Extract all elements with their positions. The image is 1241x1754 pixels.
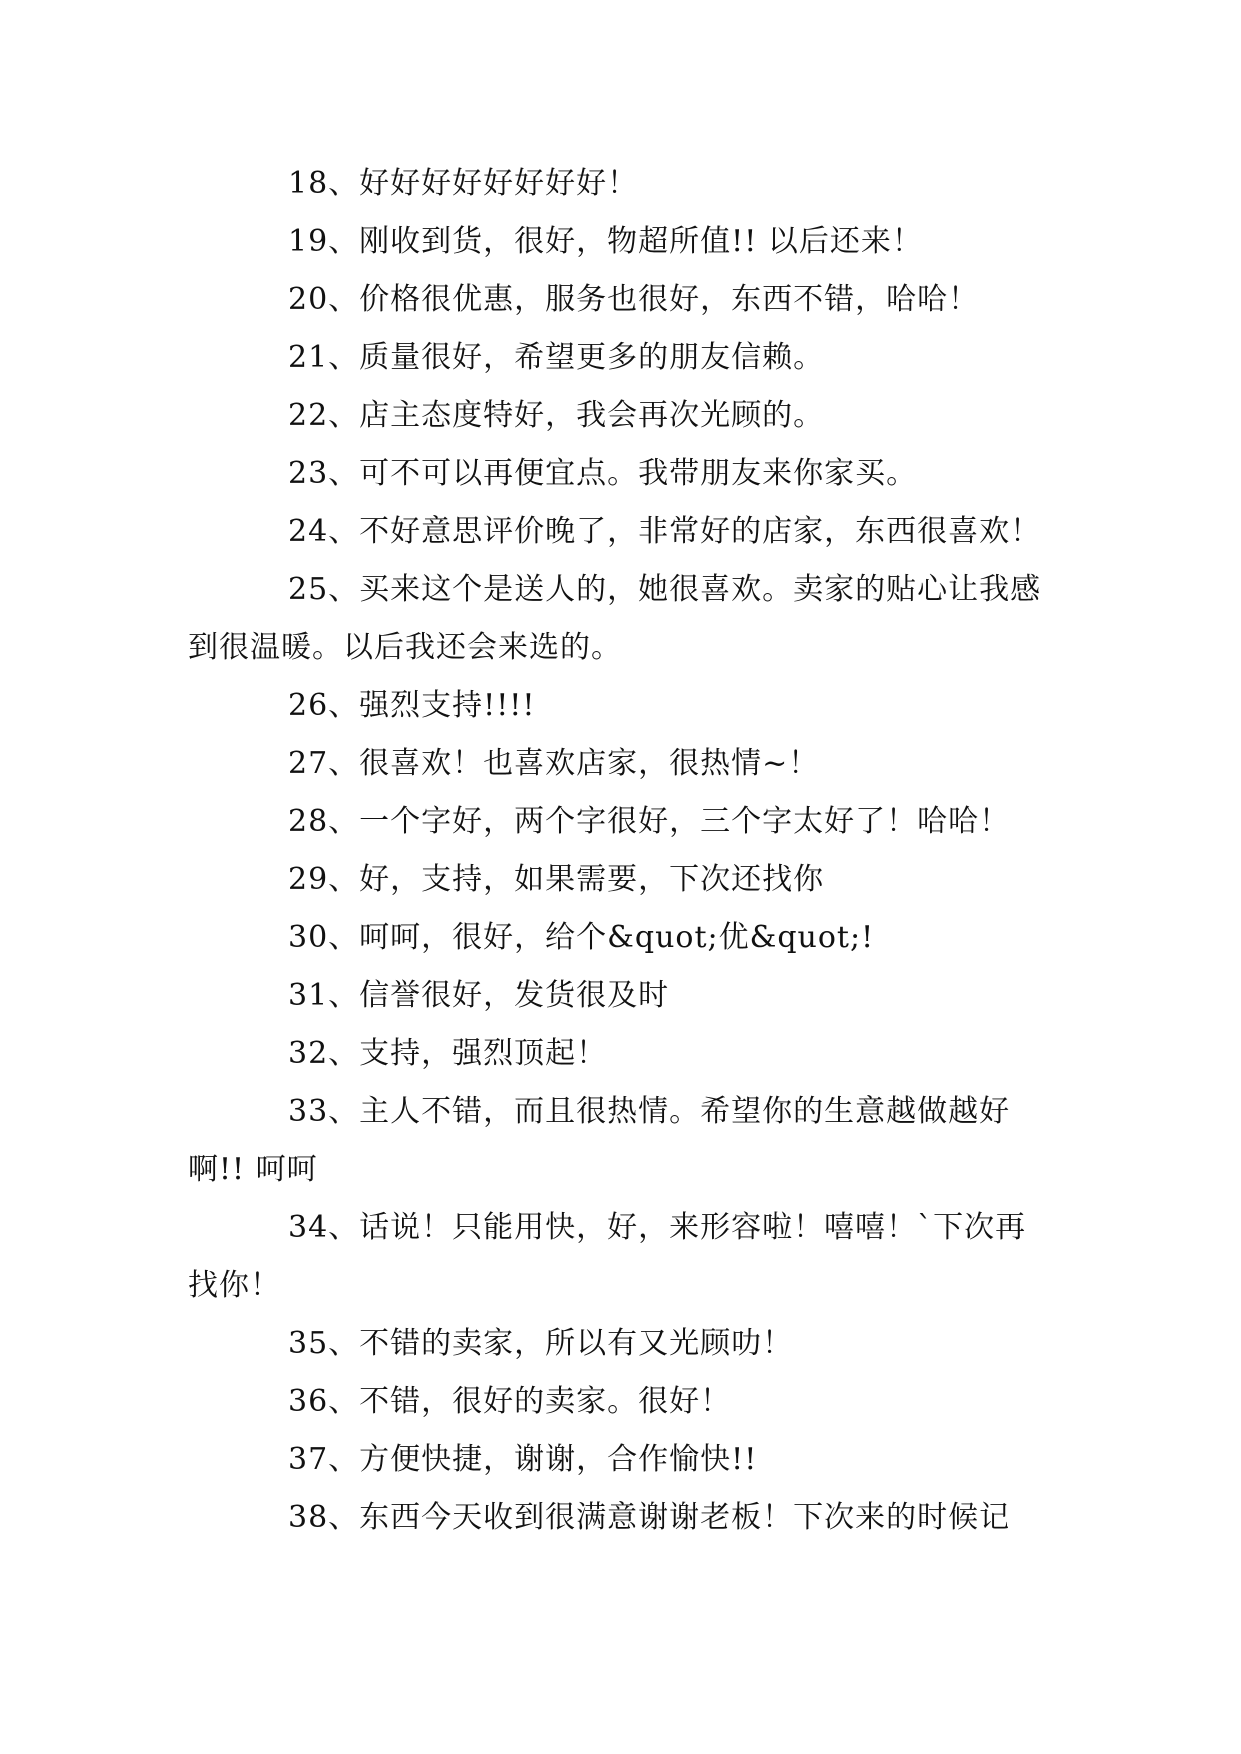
list-item: 37、方便快捷，谢谢，合作愉快!! <box>288 1442 758 1477</box>
list-item: 38、东西今天收到很满意谢谢老板！下次来的时候记 <box>288 1500 1011 1535</box>
list-item: 23、可不可以再便宜点。我带朋友来你家买。 <box>288 456 918 491</box>
list-item: 35、不错的卖家，所以有又光顾叻！ <box>288 1326 794 1361</box>
document-body <box>188 155 1048 1547</box>
list-item: 21、质量很好，希望更多的朋友信赖。 <box>288 340 825 375</box>
list-item: 30、呵呵，很好，给个&quot;优&quot;! <box>288 920 875 955</box>
list-item: 20、价格很优惠，服务也很好，东西不错，哈哈！ <box>288 282 980 317</box>
list-item: 27、很喜欢！也喜欢店家，很热情~！ <box>288 746 820 781</box>
list-item: 26、强烈支持!!!! <box>288 688 536 723</box>
list-item: 32、支持，强烈顶起！ <box>288 1036 608 1071</box>
list-item: 25、买来这个是送人的，她很喜欢。卖家的贴心让我感到很温暖。以后我还会来选的。 <box>188 572 1042 665</box>
list-item: 34、话说！只能用快，好，来形容啦！嘻嘻！`下次再找你！ <box>188 1210 1027 1303</box>
list-item: 24、不好意思评价晚了，非常好的店家，东西很喜欢！ <box>288 514 1042 549</box>
list-item: 18、好好好好好好好好！ <box>288 166 639 201</box>
list-item: 31、信誉很好，发货很及时 <box>288 978 670 1013</box>
list-item: 28、一个字好，两个字很好，三个字太好了！哈哈！ <box>288 804 1011 839</box>
list-item: 19、刚收到货，很好，物超所值!! 以后还来！ <box>288 224 923 259</box>
list-item: 22、店主态度特好，我会再次光顾的。 <box>288 398 825 433</box>
list-item: 29、好，支持，如果需要，下次还找你 <box>288 862 825 897</box>
list-item: 36、不错，很好的卖家。很好！ <box>288 1384 732 1419</box>
list-item: 33、主人不错，而且很热情。希望你的生意越做越好啊!! 呵呵 <box>188 1094 1011 1187</box>
